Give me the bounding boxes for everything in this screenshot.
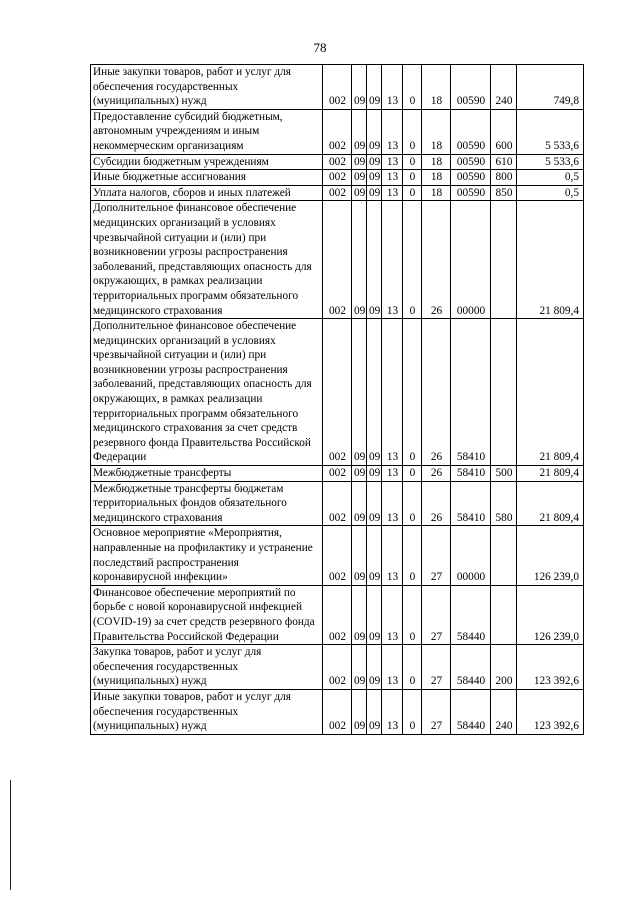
subsection-code: 09 xyxy=(367,170,382,186)
amount: 749,8 xyxy=(517,65,584,110)
program-code: 13 xyxy=(382,65,403,110)
table-row xyxy=(91,154,584,170)
row-name: Субсидии бюджетным учреждениям xyxy=(91,154,323,170)
direction-code: 00000 xyxy=(451,526,491,585)
program-code: 13 xyxy=(382,481,403,526)
direction-code: 58410 xyxy=(451,466,491,482)
amount: 21 809,4 xyxy=(517,481,584,526)
row-name: Иные бюджетные ассигнования xyxy=(91,170,323,186)
event-code: 27 xyxy=(422,585,451,644)
row-name: Закупка товаров, работ и услуг для обеспечения государственных (муниципальных) нужд xyxy=(91,645,323,690)
subprogram-code: 0 xyxy=(403,585,422,644)
program-code: 13 xyxy=(382,109,403,154)
amount: 21 809,4 xyxy=(517,319,584,466)
subprogram-code: 0 xyxy=(403,319,422,466)
grbs-code: 002 xyxy=(323,526,352,585)
amount: 21 809,4 xyxy=(517,201,584,319)
direction-code: 58410 xyxy=(451,319,491,466)
grbs-code: 002 xyxy=(323,109,352,154)
amount: 126 239,0 xyxy=(517,526,584,585)
table-row xyxy=(91,65,584,110)
program-code: 13 xyxy=(382,526,403,585)
subprogram-code: 0 xyxy=(403,154,422,170)
budget-table xyxy=(90,64,584,735)
expense-type-code: 580 xyxy=(491,481,517,526)
direction-code: 00590 xyxy=(451,154,491,170)
direction-code: 00590 xyxy=(451,185,491,201)
section-code: 09 xyxy=(352,154,367,170)
table-row xyxy=(91,526,584,585)
grbs-code: 002 xyxy=(323,319,352,466)
section-code: 09 xyxy=(352,109,367,154)
subprogram-code: 0 xyxy=(403,170,422,186)
event-code: 26 xyxy=(422,201,451,319)
section-code: 09 xyxy=(352,526,367,585)
section-code: 09 xyxy=(352,65,367,110)
row-name: Предоставление субсидий бюджетным, автономным учреждениям и иным некоммерческим организациям xyxy=(91,109,323,154)
subsection-code: 09 xyxy=(367,689,382,734)
grbs-code: 002 xyxy=(323,65,352,110)
event-code: 26 xyxy=(422,481,451,526)
amount: 123 392,6 xyxy=(517,645,584,690)
program-code: 13 xyxy=(382,645,403,690)
direction-code: 00590 xyxy=(451,170,491,186)
program-code: 13 xyxy=(382,466,403,482)
row-name: Иные закупки товаров, работ и услуг для обеспечения государственных (муниципальных) нужд xyxy=(91,65,323,110)
section-code: 09 xyxy=(352,466,367,482)
grbs-code: 002 xyxy=(323,185,352,201)
table-row xyxy=(91,201,584,319)
program-code: 13 xyxy=(382,201,403,319)
expense-type-code: 500 xyxy=(491,466,517,482)
section-code: 09 xyxy=(352,185,367,201)
amount: 5 533,6 xyxy=(517,109,584,154)
row-name: Основное мероприятие «Мероприятия, направленные на профилактику и устранение последствий распространения коронавирусной инфекции» xyxy=(91,526,323,585)
table-row xyxy=(91,319,584,466)
event-code: 18 xyxy=(422,170,451,186)
page-number: 78 xyxy=(313,40,327,55)
table-row xyxy=(91,645,584,690)
event-code: 26 xyxy=(422,466,451,482)
grbs-code: 002 xyxy=(323,645,352,690)
table-row xyxy=(91,170,584,186)
expense-type-code: 240 xyxy=(491,65,517,110)
event-code: 27 xyxy=(422,526,451,585)
amount: 0,5 xyxy=(517,185,584,201)
subsection-code: 09 xyxy=(367,319,382,466)
subprogram-code: 0 xyxy=(403,201,422,319)
grbs-code: 002 xyxy=(323,585,352,644)
program-code: 13 xyxy=(382,585,403,644)
grbs-code: 002 xyxy=(323,170,352,186)
table-row xyxy=(91,185,584,201)
subsection-code: 09 xyxy=(367,585,382,644)
row-name: Дополнительное финансовое обеспечение медицинских организаций в условиях чрезвычайной ситуации и (или) при возникновении угрозы распространения заболеваний, представляющих опасность для окружающих, в рамках реализации территориальных программ обязательного медицинского страхования xyxy=(91,201,323,319)
event-code: 18 xyxy=(422,154,451,170)
expense-type-code: 610 xyxy=(491,154,517,170)
section-code: 09 xyxy=(352,170,367,186)
section-code: 09 xyxy=(352,201,367,319)
grbs-code: 002 xyxy=(323,154,352,170)
row-name: Финансовое обеспечение мероприятий по борьбе с новой коронавирусной инфекцией (COVID-19) за счет средств резервного фонда Правительства Российской Федерации xyxy=(91,585,323,644)
expense-type-code: 600 xyxy=(491,109,517,154)
expense-type-code xyxy=(491,319,517,466)
row-name: Уплата налогов, сборов и иных платежей xyxy=(91,185,323,201)
row-name: Дополнительное финансовое обеспечение медицинских организаций в условиях чрезвычайной ситуации и (или) при возникновении угрозы распространения заболеваний, представляющих опасность для окружающих, в рамках реализации территориальных программ обязательного медицинского страхования за счет средств резервного фонда Правительства Российской Федерации xyxy=(91,319,323,466)
subprogram-code: 0 xyxy=(403,185,422,201)
amount: 21 809,4 xyxy=(517,466,584,482)
row-name: Иные закупки товаров, работ и услуг для обеспечения государственных (муниципальных) нужд xyxy=(91,689,323,734)
subsection-code: 09 xyxy=(367,154,382,170)
program-code: 13 xyxy=(382,170,403,186)
section-code: 09 xyxy=(352,319,367,466)
program-code: 13 xyxy=(382,689,403,734)
subsection-code: 09 xyxy=(367,645,382,690)
subprogram-code: 0 xyxy=(403,109,422,154)
scan-edge-line xyxy=(10,780,11,890)
expense-type-code xyxy=(491,585,517,644)
subsection-code: 09 xyxy=(367,201,382,319)
subsection-code: 09 xyxy=(367,185,382,201)
amount: 123 392,6 xyxy=(517,689,584,734)
subsection-code: 09 xyxy=(367,466,382,482)
grbs-code: 002 xyxy=(323,481,352,526)
event-code: 27 xyxy=(422,689,451,734)
table-row xyxy=(91,466,584,482)
section-code: 09 xyxy=(352,689,367,734)
subprogram-code: 0 xyxy=(403,689,422,734)
grbs-code: 002 xyxy=(323,466,352,482)
program-code: 13 xyxy=(382,185,403,201)
event-code: 18 xyxy=(422,65,451,110)
row-name: Межбюджетные трансферты xyxy=(91,466,323,482)
subprogram-code: 0 xyxy=(403,481,422,526)
table-row xyxy=(91,689,584,734)
direction-code: 00000 xyxy=(451,201,491,319)
event-code: 26 xyxy=(422,319,451,466)
subprogram-code: 0 xyxy=(403,526,422,585)
expense-type-code: 800 xyxy=(491,170,517,186)
grbs-code: 002 xyxy=(323,201,352,319)
direction-code: 00590 xyxy=(451,65,491,110)
amount: 126 239,0 xyxy=(517,585,584,644)
program-code: 13 xyxy=(382,319,403,466)
expense-type-code: 850 xyxy=(491,185,517,201)
expense-type-code: 200 xyxy=(491,645,517,690)
event-code: 27 xyxy=(422,645,451,690)
table-row xyxy=(91,585,584,644)
subsection-code: 09 xyxy=(367,65,382,110)
direction-code: 58440 xyxy=(451,585,491,644)
expense-type-code: 240 xyxy=(491,689,517,734)
amount: 0,5 xyxy=(517,170,584,186)
expense-type-code xyxy=(491,526,517,585)
subsection-code: 09 xyxy=(367,481,382,526)
section-code: 09 xyxy=(352,481,367,526)
subprogram-code: 0 xyxy=(403,65,422,110)
section-code: 09 xyxy=(352,585,367,644)
subprogram-code: 0 xyxy=(403,645,422,690)
direction-code: 58440 xyxy=(451,645,491,690)
direction-code: 58440 xyxy=(451,689,491,734)
direction-code: 00590 xyxy=(451,109,491,154)
expense-type-code xyxy=(491,201,517,319)
event-code: 18 xyxy=(422,109,451,154)
direction-code: 58410 xyxy=(451,481,491,526)
row-name: Межбюджетные трансферты бюджетам территориальных фондов обязательного медицинского страхования xyxy=(91,481,323,526)
event-code: 18 xyxy=(422,185,451,201)
subsection-code: 09 xyxy=(367,109,382,154)
program-code: 13 xyxy=(382,154,403,170)
subprogram-code: 0 xyxy=(403,466,422,482)
table-row xyxy=(91,481,584,526)
grbs-code: 002 xyxy=(323,689,352,734)
subsection-code: 09 xyxy=(367,526,382,585)
amount: 5 533,6 xyxy=(517,154,584,170)
table-row xyxy=(91,109,584,154)
section-code: 09 xyxy=(352,645,367,690)
